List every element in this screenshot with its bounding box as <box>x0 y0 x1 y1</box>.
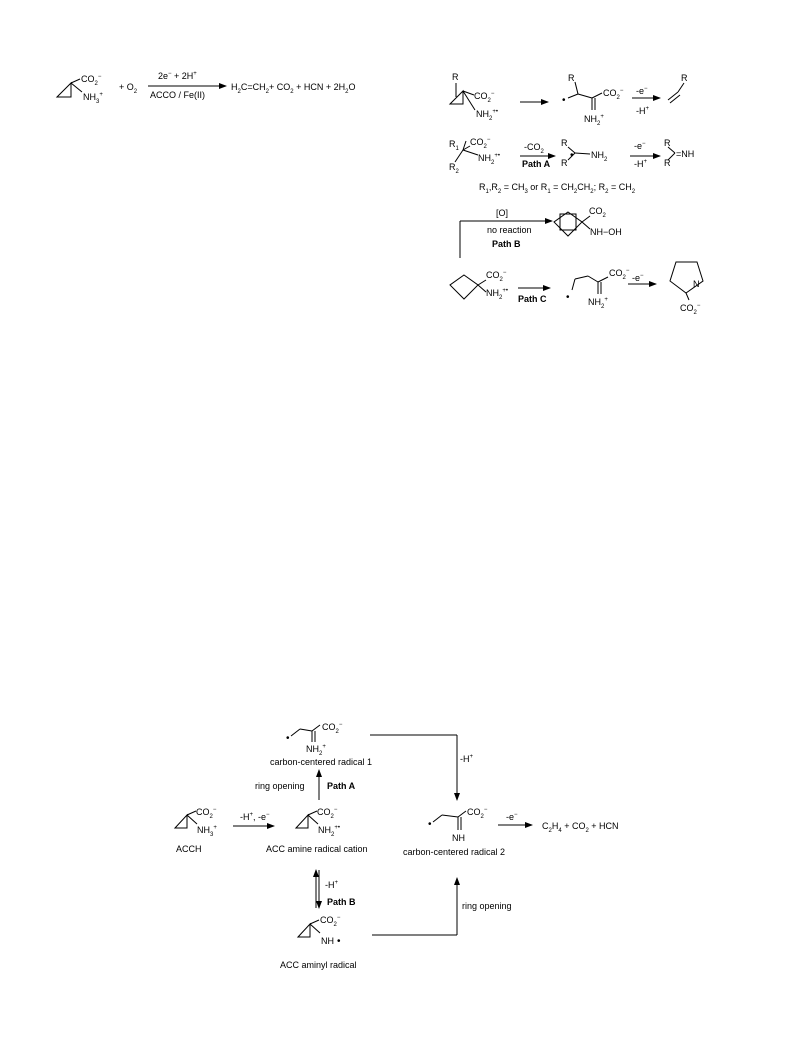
svg-text:CO2−: $CO_2^-$ <box>680 303 701 316</box>
svg-text:•: • <box>562 95 566 106</box>
cyclopropane-ring <box>296 815 308 828</box>
svg-text:NH2+•: $NH_2^{+•}$ <box>476 109 498 122</box>
svg-text:NH2+: $NH_2^+$ <box>584 114 604 127</box>
svg-text:-H+: -H+ <box>634 159 648 169</box>
svg-text:CO2−: $CO_2^-$ <box>470 137 491 150</box>
cyclopropane-ring <box>298 924 310 937</box>
svg-text:2e− + 2H+: 2e− + 2H+ <box>158 71 197 81</box>
svg-text:-e−: -e− <box>632 273 644 283</box>
svg-text:[O]: [O] <box>496 208 509 218</box>
svg-text:-H+: -H+ <box>636 106 650 116</box>
svg-text:Path B: Path B <box>327 897 356 907</box>
svg-text:Path B: Path B <box>492 239 521 249</box>
svg-text:•: • <box>570 150 574 161</box>
svg-text:R1: $R_1$ <box>449 139 459 152</box>
cyclopropane-ring <box>175 815 187 828</box>
svg-text:R: R <box>664 138 671 148</box>
svg-text:NH•: NH • <box>321 936 341 947</box>
aminyl-label: ACC aminyl radical <box>280 960 357 970</box>
svg-text:-e−: -e− <box>636 86 648 96</box>
svg-text:=NH: =NH <box>676 149 695 159</box>
radical1-label: carbon-centered radical 1 <box>270 757 373 767</box>
svg-text:•: • <box>286 733 290 744</box>
svg-text:ring opening: ring opening <box>255 781 305 791</box>
acch-label: ACCH <box>176 844 202 854</box>
svg-text:NH: NH <box>452 833 465 843</box>
svg-text:R: R <box>664 158 671 168</box>
svg-text:CO2: $CO_2$ <box>589 206 606 219</box>
svg-text:ACCO / Fe(II): ACCO / Fe(II) <box>150 90 206 100</box>
svg-text:CO2−: $CO_2^-$ <box>467 807 488 820</box>
svg-text:ring opening: ring opening <box>462 901 512 911</box>
svg-text:NH2+•: $NH_2^{+•}$ <box>486 288 508 301</box>
svg-text:NH2+: $NH_2^+$ <box>306 744 326 757</box>
svg-text:•: • <box>566 292 570 303</box>
svg-text:R: R <box>561 158 568 168</box>
svg-text:R: R <box>561 138 568 148</box>
svg-text:NH2+•: $NH_2^{+•}$ <box>318 825 340 838</box>
svg-text:NH2+: $NH_2^+$ <box>588 297 608 310</box>
svg-text:-H+, -e−: -H+, -e− <box>240 812 270 822</box>
svg-text:Path A: Path A <box>522 159 551 169</box>
svg-text:R: R <box>452 72 459 82</box>
svg-text:Path C: Path C <box>518 294 547 304</box>
svg-text:R: R <box>568 73 575 83</box>
svg-text:NH3+: $NH_3^+$ <box>83 92 103 105</box>
svg-text:CO2−: $CO_2^-$ <box>196 807 217 820</box>
svg-text:+ O2: + $O_2$ <box>119 82 138 95</box>
cyclobutane-ring <box>450 275 478 299</box>
svg-text:NH2: $NH_2$ <box>591 150 608 163</box>
svg-text:CO2−: $CO_2^-$ <box>320 915 341 928</box>
svg-text:N: N <box>693 279 700 289</box>
svg-text:CO2−: $CO_2^-$ <box>317 807 338 820</box>
svg-text:NH2+•: $NH_2^{+•}$ <box>478 153 500 166</box>
svg-text:NH3+: $NH_3^+$ <box>197 825 217 838</box>
svg-text:CO2−: $CO_2^-$ <box>486 270 507 283</box>
svg-text:-H+: -H+ <box>325 880 339 890</box>
svg-text:R: R <box>681 73 688 83</box>
svg-text:R2: $R_2$ <box>449 162 459 175</box>
svg-text:R1,R2 = CH3 or R1 = CH2CH2; R2: $R_1,R_2 = CH_3$ or $R_1 = CH_2CH_2$; $R_2 = CH_2$ <box>479 182 636 195</box>
svg-text:CO2−: $CO_2^-$ <box>603 88 624 101</box>
svg-text:•: • <box>428 819 432 830</box>
svg-text:Path A: Path A <box>327 781 356 791</box>
svg-text:H2C=CH2+ CO2 + HCN + 2H2O: $H_2C=CH_2+ CO_2$ + HCN + $2H_2O$ <box>231 82 356 95</box>
svg-text:-e−: -e− <box>506 812 518 822</box>
amine-radcat-label: ACC amine radical cation <box>266 844 368 854</box>
svg-text:-H+: -H+ <box>460 754 474 764</box>
svg-text:no reaction: no reaction <box>487 225 532 235</box>
svg-text:CO2−: $CO_2^-$ <box>81 74 102 87</box>
svg-text:NH−OH: NH−OH <box>590 227 622 237</box>
svg-text:C2H4 + CO2 + HCN: $C_2H_4 + CO_2$ + HCN <box>542 821 619 834</box>
svg-text:CO2−: $CO_2^-$ <box>474 91 495 104</box>
svg-text:CO2−: $CO_2^-$ <box>609 268 630 281</box>
svg-text:-e−: -e− <box>634 141 646 151</box>
svg-text:-CO2: $-CO_2$ <box>524 142 544 155</box>
svg-text:CO2−: $CO_2^-$ <box>322 722 343 735</box>
radical2-label: carbon-centered radical 2 <box>403 847 506 857</box>
cyclopropane-ring <box>57 83 71 97</box>
